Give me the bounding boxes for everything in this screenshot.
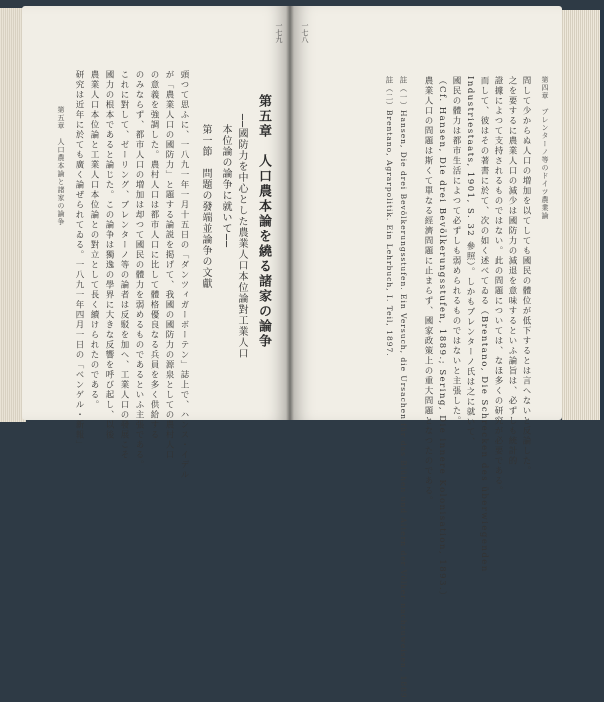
right-folio: 一七八 [301,22,309,43]
left-running-head: 第五章 人口農本論と諸家の論争 [57,106,65,226]
chapter-subtitle-2: 本位論の論争に就いて── [220,124,231,249]
left-body-line: のみならず、都市人口の増加は却つて國民の體力を弱めるものであるといふ主張である。 [134,70,144,470]
footnote: 註（二）Brentano, Agrarpolitik. Ein Lehrbuch, I. Teil, 1897. [385,76,394,357]
right-body-line: 證據によつて支持されるものではない。此の問題については、なほ多くの研究が必要である。 [493,76,503,496]
chapter-subtitle-1: ──國防力を中心とした農業人口本位論對工業人口 [236,114,247,360]
footnote: 註（一）Hansen, Die drei Bevölkerungsstufen. Ein Versuch, die Ursachen für das Blühen und Altern der Völker nachzuweisen, 1889. [399,76,408,702]
left-page [22,6,290,480]
section-title: 第一節 問題の發端並論争の文獻 [200,124,211,289]
left-body-line: これに對して、ゼーリング、ブレンターノ等の論者は反駁を加へ、工業人口の發展こそ [119,70,129,460]
left-body-line: の意義を強調した。農村人口は都市人口に比して體格優良なる兵員を多く供給する [149,70,159,440]
left-body-line: 農業人口本位論と工業人口本位論との對立として長く續けられたのである。 [89,70,99,410]
right-body-line: （Cf. Hansen, Die drei Bevölkerungsstufen, 1889.; Sering, Die innere Kolonisation, 1893.） [437,76,447,602]
chapter-title: 第五章 人口農本論を繞る諸家の論争 [256,94,271,349]
left-body-line: が「農業人口の國防力」と題する論説を掲げて、我國の國防力の源泉としての農村人口 [164,70,174,460]
right-body-line: 之を要するに農業人口の減少は國防力の減退を意味するといふ論旨は、必ずしも統計的 [507,76,517,466]
page-stack-right [562,10,604,420]
right-running-head: 第四章 ブレンターノ等のドイツ農業論 [541,76,549,220]
book-gutter [286,6,294,420]
right-body-line: 而して、彼はその著書に於て、次の如く述べてゐる（Brentano, Die Schrecken des überwiegenden [479,76,489,573]
left-body-line: 頭つて思ふに、一八九一年一月十五日の「ダンツィガーボーテン」誌上で、ハンス・イデル [179,70,189,480]
right-body-line: 問して少からぬ人口の増加を以てしても國民の體位が低下するとは言へないと反論した。 [521,76,531,476]
left-folio: 一七九 [275,22,283,43]
right-body-line: 國民の體力は都市生活によつて必ずしも弱められるものではないと主張した。 [451,76,461,426]
left-body-line: 國力の根本であると論じた。この論争は獨逸の學界に大きな反響を呼び起し、以後 [104,70,114,440]
right-page [290,6,562,702]
right-body-line: 農業人口の問題は斯くて單なる經濟問題に止まらず、國家政策上の重大問題となつたのである。 [423,76,433,506]
left-body-line: 研究は近年に於ても廣く論ぜられてゐる。一八九一年四月一日の「ベンゲル・新報」 [74,70,84,450]
right-body-line: Industriestaats, 1901, S. 32 參照）。しかもブレンターノ氏は之に就いて、 [465,76,475,448]
